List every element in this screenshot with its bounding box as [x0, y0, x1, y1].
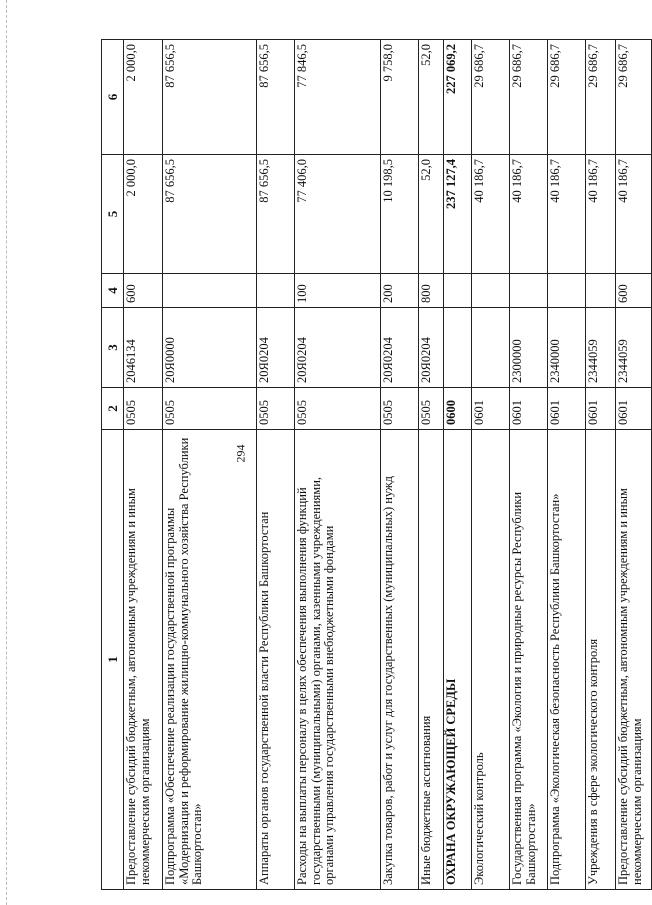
table-row: [295, 40, 381, 890]
row-name: Иные бюджетные ассигнования: [419, 430, 444, 890]
row-amount-1: 87 656,5: [257, 155, 295, 274]
row-section-code: 0505: [381, 388, 419, 430]
row-name: Государственная программа «Экология и природные ресурсы Республики Башкортостан»: [510, 430, 548, 890]
row-target-code: 2300000: [510, 308, 548, 388]
row-amount-1: 237 127,4: [444, 155, 472, 274]
scan-edge-line: [6, 0, 8, 905]
row-target-code: [444, 308, 472, 388]
header-row: [102, 40, 124, 890]
row-amount-1: 87 656,5: [163, 155, 257, 274]
row-section-code: 0600: [444, 388, 472, 430]
row-target-code: [472, 308, 510, 388]
row-amount-1: 2 000,0: [124, 155, 163, 274]
row-amount-1: 40 186,7: [586, 155, 616, 274]
table-row: [163, 40, 257, 890]
row-expense-type: 200: [381, 274, 419, 308]
row-name: Предоставление субсидий бюджетным, автономным учреждениям и иным некоммерческим организациям: [616, 430, 652, 890]
row-amount-2: 9 758,0: [381, 40, 419, 155]
table-row: [616, 40, 652, 890]
row-target-code: 20Я0204: [295, 308, 381, 388]
row-amount-1: 40 186,7: [616, 155, 652, 274]
row-amount-2: 29 686,7: [510, 40, 548, 155]
row-expense-type: [444, 274, 472, 308]
col-header-5: 5: [102, 155, 124, 274]
col-header-2: 2: [102, 388, 124, 430]
row-amount-2: 2 000,0: [124, 40, 163, 155]
col-header-1: 1: [102, 430, 124, 890]
row-expense-type: 600: [124, 274, 163, 308]
row-amount-1: 40 186,7: [548, 155, 586, 274]
row-amount-2: 29 686,7: [548, 40, 586, 155]
row-section-code: 0601: [472, 388, 510, 430]
budget-table: [101, 39, 652, 890]
row-expense-type: [510, 274, 548, 308]
table-row: [124, 40, 163, 890]
row-amount-2: 87 656,5: [257, 40, 295, 155]
row-amount-2: 87 656,5: [163, 40, 257, 155]
row-section-code: 0505: [163, 388, 257, 430]
row-section-code: 0601: [616, 388, 652, 430]
row-target-code: 2344059: [586, 308, 616, 388]
row-amount-1: 40 186,7: [510, 155, 548, 274]
row-expense-type: 600: [616, 274, 652, 308]
table-row: [257, 40, 295, 890]
row-section-code: 0505: [124, 388, 163, 430]
row-amount-1: 10 198,5: [381, 155, 419, 274]
row-amount-2: 29 686,7: [616, 40, 652, 155]
row-target-code: 2344059: [616, 308, 652, 388]
row-amount-2: 227 069,2: [444, 40, 472, 155]
col-header-3: 3: [102, 308, 124, 388]
row-name: Экологический контроль: [472, 430, 510, 890]
row-amount-1: 77 406,0: [295, 155, 381, 274]
row-name: Подпрограмма «Экологическая безопасность Республики Башкортостан»: [548, 430, 586, 890]
table-row: [548, 40, 586, 890]
row-amount-2: 29 686,7: [586, 40, 616, 155]
row-name: ОХРАНА ОКРУЖАЮЩЕЙ СРЕДЫ: [444, 430, 472, 890]
row-expense-type: 100: [295, 274, 381, 308]
row-amount-2: 52,0: [419, 40, 444, 155]
row-target-code: 20Я0204: [419, 308, 444, 388]
row-name: Расходы на выплаты персоналу в целях обеспечения выполнения функций государственными (муниципальными) органами, казенными учреждениями, органами управления государственными внебюджетными фондами: [295, 430, 381, 890]
col-header-6: 6: [102, 40, 124, 155]
table-row: [586, 40, 616, 890]
row-target-code: 2340000: [548, 308, 586, 388]
row-expense-type: [586, 274, 616, 308]
row-target-code: 20Я0000: [163, 308, 257, 388]
row-name: Аппараты органов государственной власти Республики Башкортостан: [257, 430, 295, 890]
table-row: [472, 40, 510, 890]
rotated-page: [101, 40, 644, 890]
row-section-code: 0505: [295, 388, 381, 430]
table-row: [419, 40, 444, 890]
row-expense-type: 800: [419, 274, 444, 308]
row-section-code: 0505: [419, 388, 444, 430]
row-expense-type: [163, 274, 257, 308]
row-expense-type: [548, 274, 586, 308]
row-target-code: 20Я0204: [257, 308, 295, 388]
col-header-4: 4: [102, 274, 124, 308]
row-name: Подпрограмма «Обеспечение реализации государственной программы «Модернизация и реформирование жилищно-коммунального хозяйства Республики Башкортостан»: [163, 430, 257, 890]
row-name: Закупка товаров, работ и услуг для государственных (муниципальных) нужд: [381, 430, 419, 890]
page-number: 294: [233, 444, 248, 463]
row-target-code: 2046134: [124, 308, 163, 388]
table-row: [510, 40, 548, 890]
row-amount-2: 29 686,7: [472, 40, 510, 155]
row-amount-2: 77 846,5: [295, 40, 381, 155]
row-section-code: 0505: [257, 388, 295, 430]
row-amount-1: 40 186,7: [472, 155, 510, 274]
row-amount-1: 52,0: [419, 155, 444, 274]
row-name: Учреждения в сфере экологического контроля: [586, 430, 616, 890]
row-name: Предоставление субсидий бюджетным, автономным учреждениям и иным некоммерческим организациям: [124, 430, 163, 890]
row-expense-type: [472, 274, 510, 308]
table-row: [381, 40, 419, 890]
row-section-code: 0601: [510, 388, 548, 430]
row-section-code: 0601: [548, 388, 586, 430]
row-expense-type: [257, 274, 295, 308]
table-row: [444, 40, 472, 890]
row-target-code: 20Я0204: [381, 308, 419, 388]
row-section-code: 0601: [586, 388, 616, 430]
